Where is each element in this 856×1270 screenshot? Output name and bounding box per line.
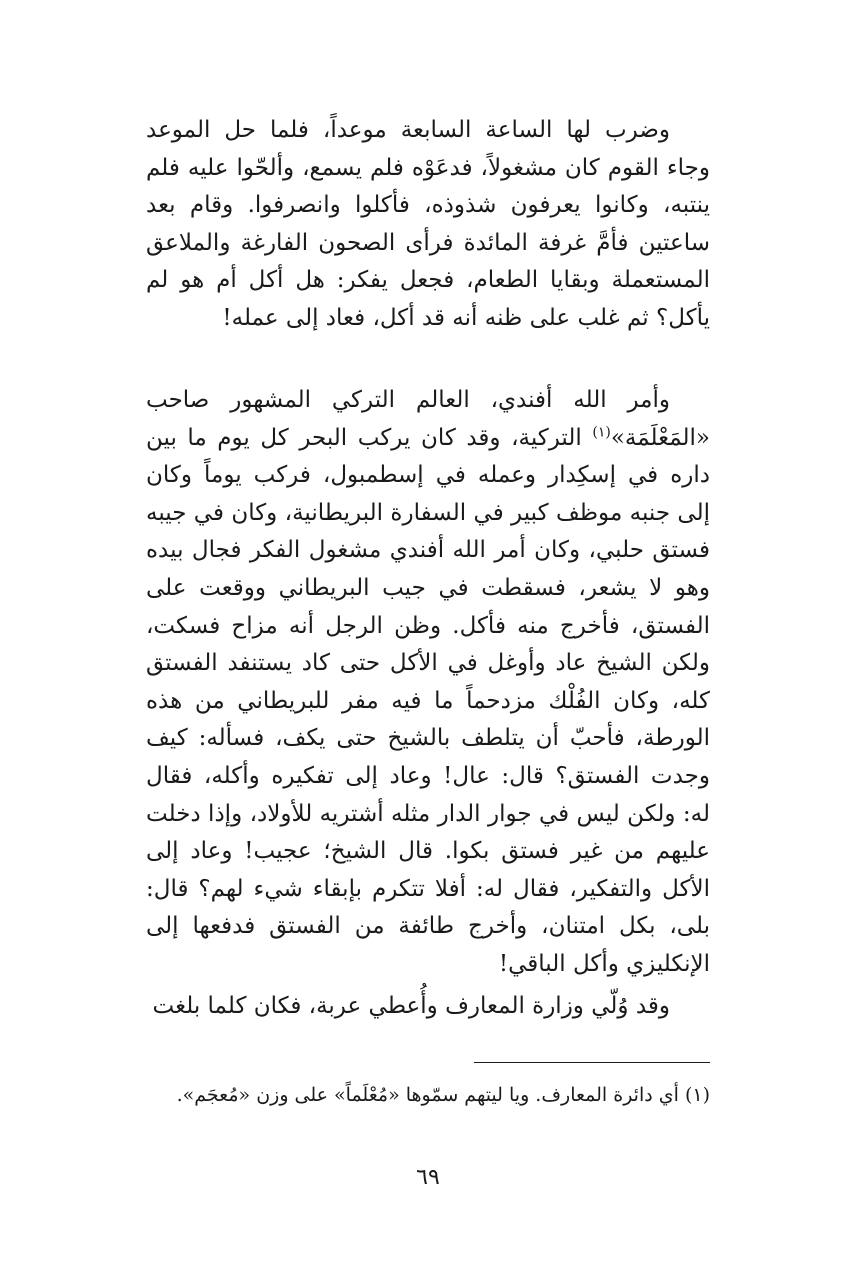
footnote-separator — [474, 1062, 710, 1063]
footnote-text: (١) أي دائرة المعارف. ويا ليتهم سمّوها «مُعْلَماً» على وزن «مُعجَم». — [176, 1084, 710, 1106]
paragraph-3-text: وقد وُلّي وزارة المعارف وأُعطي عربة، فكان كلما بلغت — [152, 993, 670, 1019]
body-text-block — [146, 112, 710, 338]
footnote-reference: (١) — [592, 423, 611, 440]
body-text-block — [146, 988, 710, 1026]
paragraph-2-text-rest: التركية، وقد كان يركب البحر كل يوم ما بين داره في إسكِدار وعمله في إسطمبول، فركب يوماً وكان إلى جنبه موظف كبير في السفارة البريطانية، وكان في جيبه فستق حلبي، وكان أمر الله أفندي مشغول الفكر فجال بيده وهو لا يشعر، فسقطت في جيب البريطاني ووقعت على الفستق، فأخرج منه فأكل. وظن الرجل أنه مزاح فسكت، ولكن الشيخ عاد وأوغل في الأكل حتى كاد يستنفد الفستق كله، وكان الفُلْك مزدحماً ما فيه مفر للبريطاني من هذه الورطة، فأحبّ أن يتلطف بالشيخ حتى يكف، فسأله: كيف وجدت الفستق؟ قال: عال! وعاد إلى تفكيره وأكله، فقال له: ولكن ليس في جوار الدار مثله أشتريه للأولاد، وإذا دخلت عليهم من غير فستق بكوا. قال الشيخ؛ عجيب! وعاد إلى الأكل والتفكير، فقال له: أفلا تتكرم بإبقاء شيء لهم؟ قال: بلى، بكل امتنان، وأخرج طائفة من الفستق فدفعها إلى الإنكليزي وأكل الباقي! — [146, 424, 710, 977]
page-number: ٦٩ — [416, 1165, 440, 1190]
paragraph-2 — [146, 382, 710, 984]
paragraph-1 — [146, 112, 710, 338]
paragraph-3 — [146, 988, 710, 1026]
paragraph-1-text: وضرب لها الساعة السابعة موعداً، فلما حل الموعد وجاء القوم كان مشغولاً، فدعَوْه فلم يسمع، وألحّوا عليه فلم ينتبه، وكانوا يعرفون شذوذه، فأكلوا وانصرفوا. وقام بعد ساعتين فأمَّ غرفة المائدة فرأى الصحون الفارغة والملاعق المستعملة وبقايا الطعام، فجعل يفكر: هل أكل أم هو لم يأكل؟ ثم غلب على ظنه أنه قد أكل، فعاد إلى عمله! — [146, 117, 710, 331]
body-text-block — [146, 382, 710, 984]
paragraph-2-text-start: وأمر الله أفندي، العالم التركي المشهور صاحب «المَعْلَمَة» — [146, 387, 710, 451]
footnote — [146, 1080, 710, 1110]
